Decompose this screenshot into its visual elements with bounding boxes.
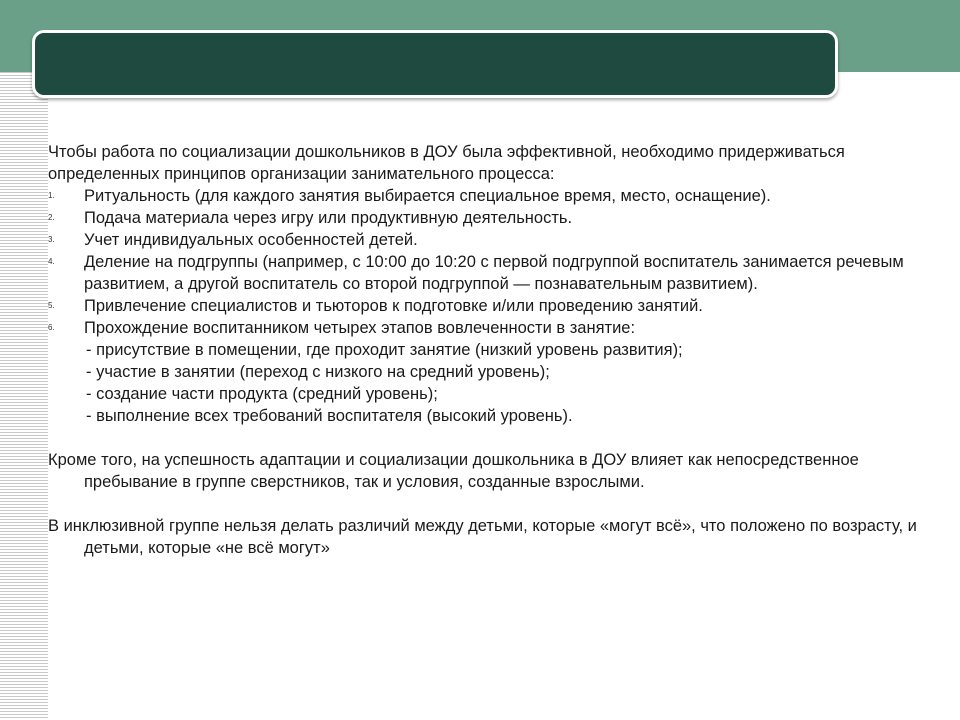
item-text: Подача материала через игру или продуктивную деятельность. <box>84 209 573 227</box>
paragraph-inclusive: В инклюзивной группе нельзя делать различий между детьми, которые «могут всё», что положено по возрасту, и детьми, которые «не всё могут» <box>48 517 917 557</box>
principles-list <box>48 185 928 339</box>
list-item <box>48 207 928 229</box>
slide-content <box>48 141 928 559</box>
item-number: 5. <box>48 301 55 310</box>
stage-item: - участие в занятии (переход с низкого на средний уровень); <box>86 363 550 381</box>
list-item <box>48 317 928 339</box>
item-number: 2. <box>48 213 55 222</box>
intro-text: Чтобы работа по социализации дошкольников в ДОУ была эффективной, необходимо придерживаться определенных принципов организации занимательного процесса: <box>48 143 845 183</box>
item-number: 3. <box>48 235 55 244</box>
paragraph-adaptation: Кроме того, на успешность адаптации и социализации дошкольника в ДОУ влияет как непосредственное пребывание в группе сверстников, так и условия, созданные взрослыми. <box>48 451 859 491</box>
item-text: Ритуальность (для каждого занятия выбирается специальное время, место, оснащение). <box>84 187 771 205</box>
item-text: Привлечение специалистов и тьюторов к подготовке и/или проведению занятий. <box>84 297 703 315</box>
item-number: 4. <box>48 257 55 266</box>
item-number: 1. <box>48 191 55 200</box>
left-stripe-decor <box>0 72 48 720</box>
title-box <box>32 30 838 98</box>
list-item <box>48 295 928 317</box>
item-number: 6. <box>48 323 55 332</box>
item-text: Учет индивидуальных особенностей детей. <box>84 231 418 249</box>
item-text: Деление на подгруппы (например, с 10:00 до 10:20 с первой подгруппой воспитатель занимается речевым развитием, а другой воспитатель со второй подгруппой — познавательным развитием). <box>84 253 904 293</box>
stage-item: - присутствие в помещении, где проходит занятие (низкий уровень развития); <box>86 341 683 359</box>
item-text: Прохождение воспитанником четырех этапов вовлеченности в занятие: <box>84 319 636 337</box>
stages-list <box>48 339 928 427</box>
list-item <box>48 185 928 207</box>
list-item <box>48 251 928 295</box>
stage-item: - выполнение всех требований воспитателя (высокий уровень). <box>86 407 573 425</box>
stage-item: - создание части продукта (средний уровень); <box>86 385 438 403</box>
list-item <box>48 229 928 251</box>
